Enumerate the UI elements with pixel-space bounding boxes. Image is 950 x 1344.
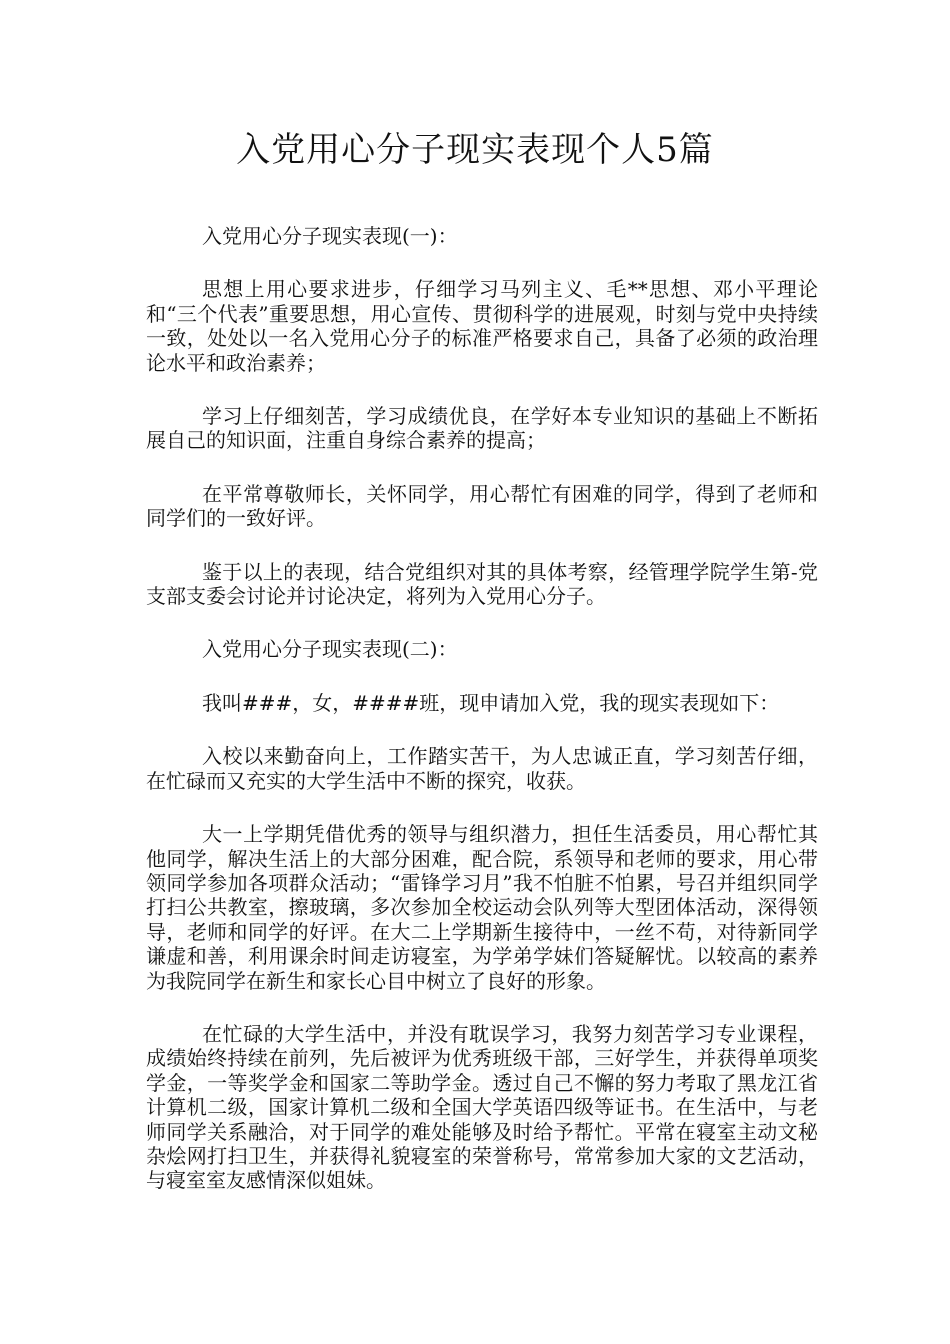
- paragraph-self-introduction: 我叫###，女，####班，现申请加入党，我的现实表现如下：: [202, 690, 780, 715]
- paragraph-since-enrollment: 入校以来勤奋向上，工作踏实苦干，为人忠诚正直，学习刻苦仔细，在忙碌而又充实的大学生活中不断的探究，收获。: [146, 744, 818, 793]
- paragraph-decision: 鉴于以上的表现，结合党组织对其的具体考察，经管理学院学生第-党支部支委会讨论并讨论决定，将列为入党用心分子。: [146, 559, 818, 609]
- paragraph-academic-life: 在忙碌的大学生活中，并没有耽误学习，我努力刻苦学习专业课程，成绩始终持续在前列，先后被评为优秀班级干部，三好学生，并获得单项奖学金，一等奖学金和国家二等助学金。透过自己不懈的努力考取了黑龙江省计算机二级，国家计算机二级和全国大学英语四级等证书。在生活中，与老师同学关系融洽，对于同学的难处能够及时给予帮忙。平常在寝室主动文秘杂烩网打扫卫生，并获得礼貌寝室的荣誉称号，常常参加大家的文艺活动，与寝室室友感情深似姐妹。: [146, 1021, 818, 1193]
- document-body: [146, 224, 818, 1222]
- section-heading-2: 入党用心分子现实表现(二)：: [202, 637, 458, 662]
- paragraph-daily-conduct: 在平常尊敬师长，关怀同学，用心帮忙有困难的同学，得到了老师和同学们的一致好评。: [146, 481, 818, 531]
- document-title: 入党用心分子现实表现个人5篇: [236, 130, 714, 170]
- section-heading-1: 入党用心分子现实表现(一)：: [202, 224, 458, 248]
- paragraph-study: 学习上仔细刻苦，学习成绩优良，在学好本专业知识的基础上不断拓展自己的知识面，注重自身综合素养的提高；: [146, 404, 818, 453]
- paragraph-ideology: 思想上用心要求进步，仔细学习马列主义、毛**思想、邓小平理论和“三个代表”重要思想，用心宣传、贯彻科学的进展观，时刻与党中央持续一致，处处以一名入党用心分子的标准严格要求自己，具备了必须的政治理论水平和政治素养；: [146, 277, 818, 375]
- paragraph-first-year: 大一上学期凭借优秀的领导与组织潜力，担任生活委员，用心帮忙其他同学，解决生活上的大部分困难，配合院，系领导和老师的要求，用心带领同学参加各项群众活动；“雷锋学习月”我不怕脏不怕累，号召并组织同学打扫公共教室，擦玻璃，多次参加全校运动会队列等大型团体活动，深得领导，老师和同学的好评。在大二上学期新生接待中，一丝不苟，对待新同学谦虚和善，利用课余时间走访寝室，为学弟学妹们答疑解忧。以较高的素养为我院同学在新生和家长心目中树立了良好的形象。: [146, 822, 818, 993]
